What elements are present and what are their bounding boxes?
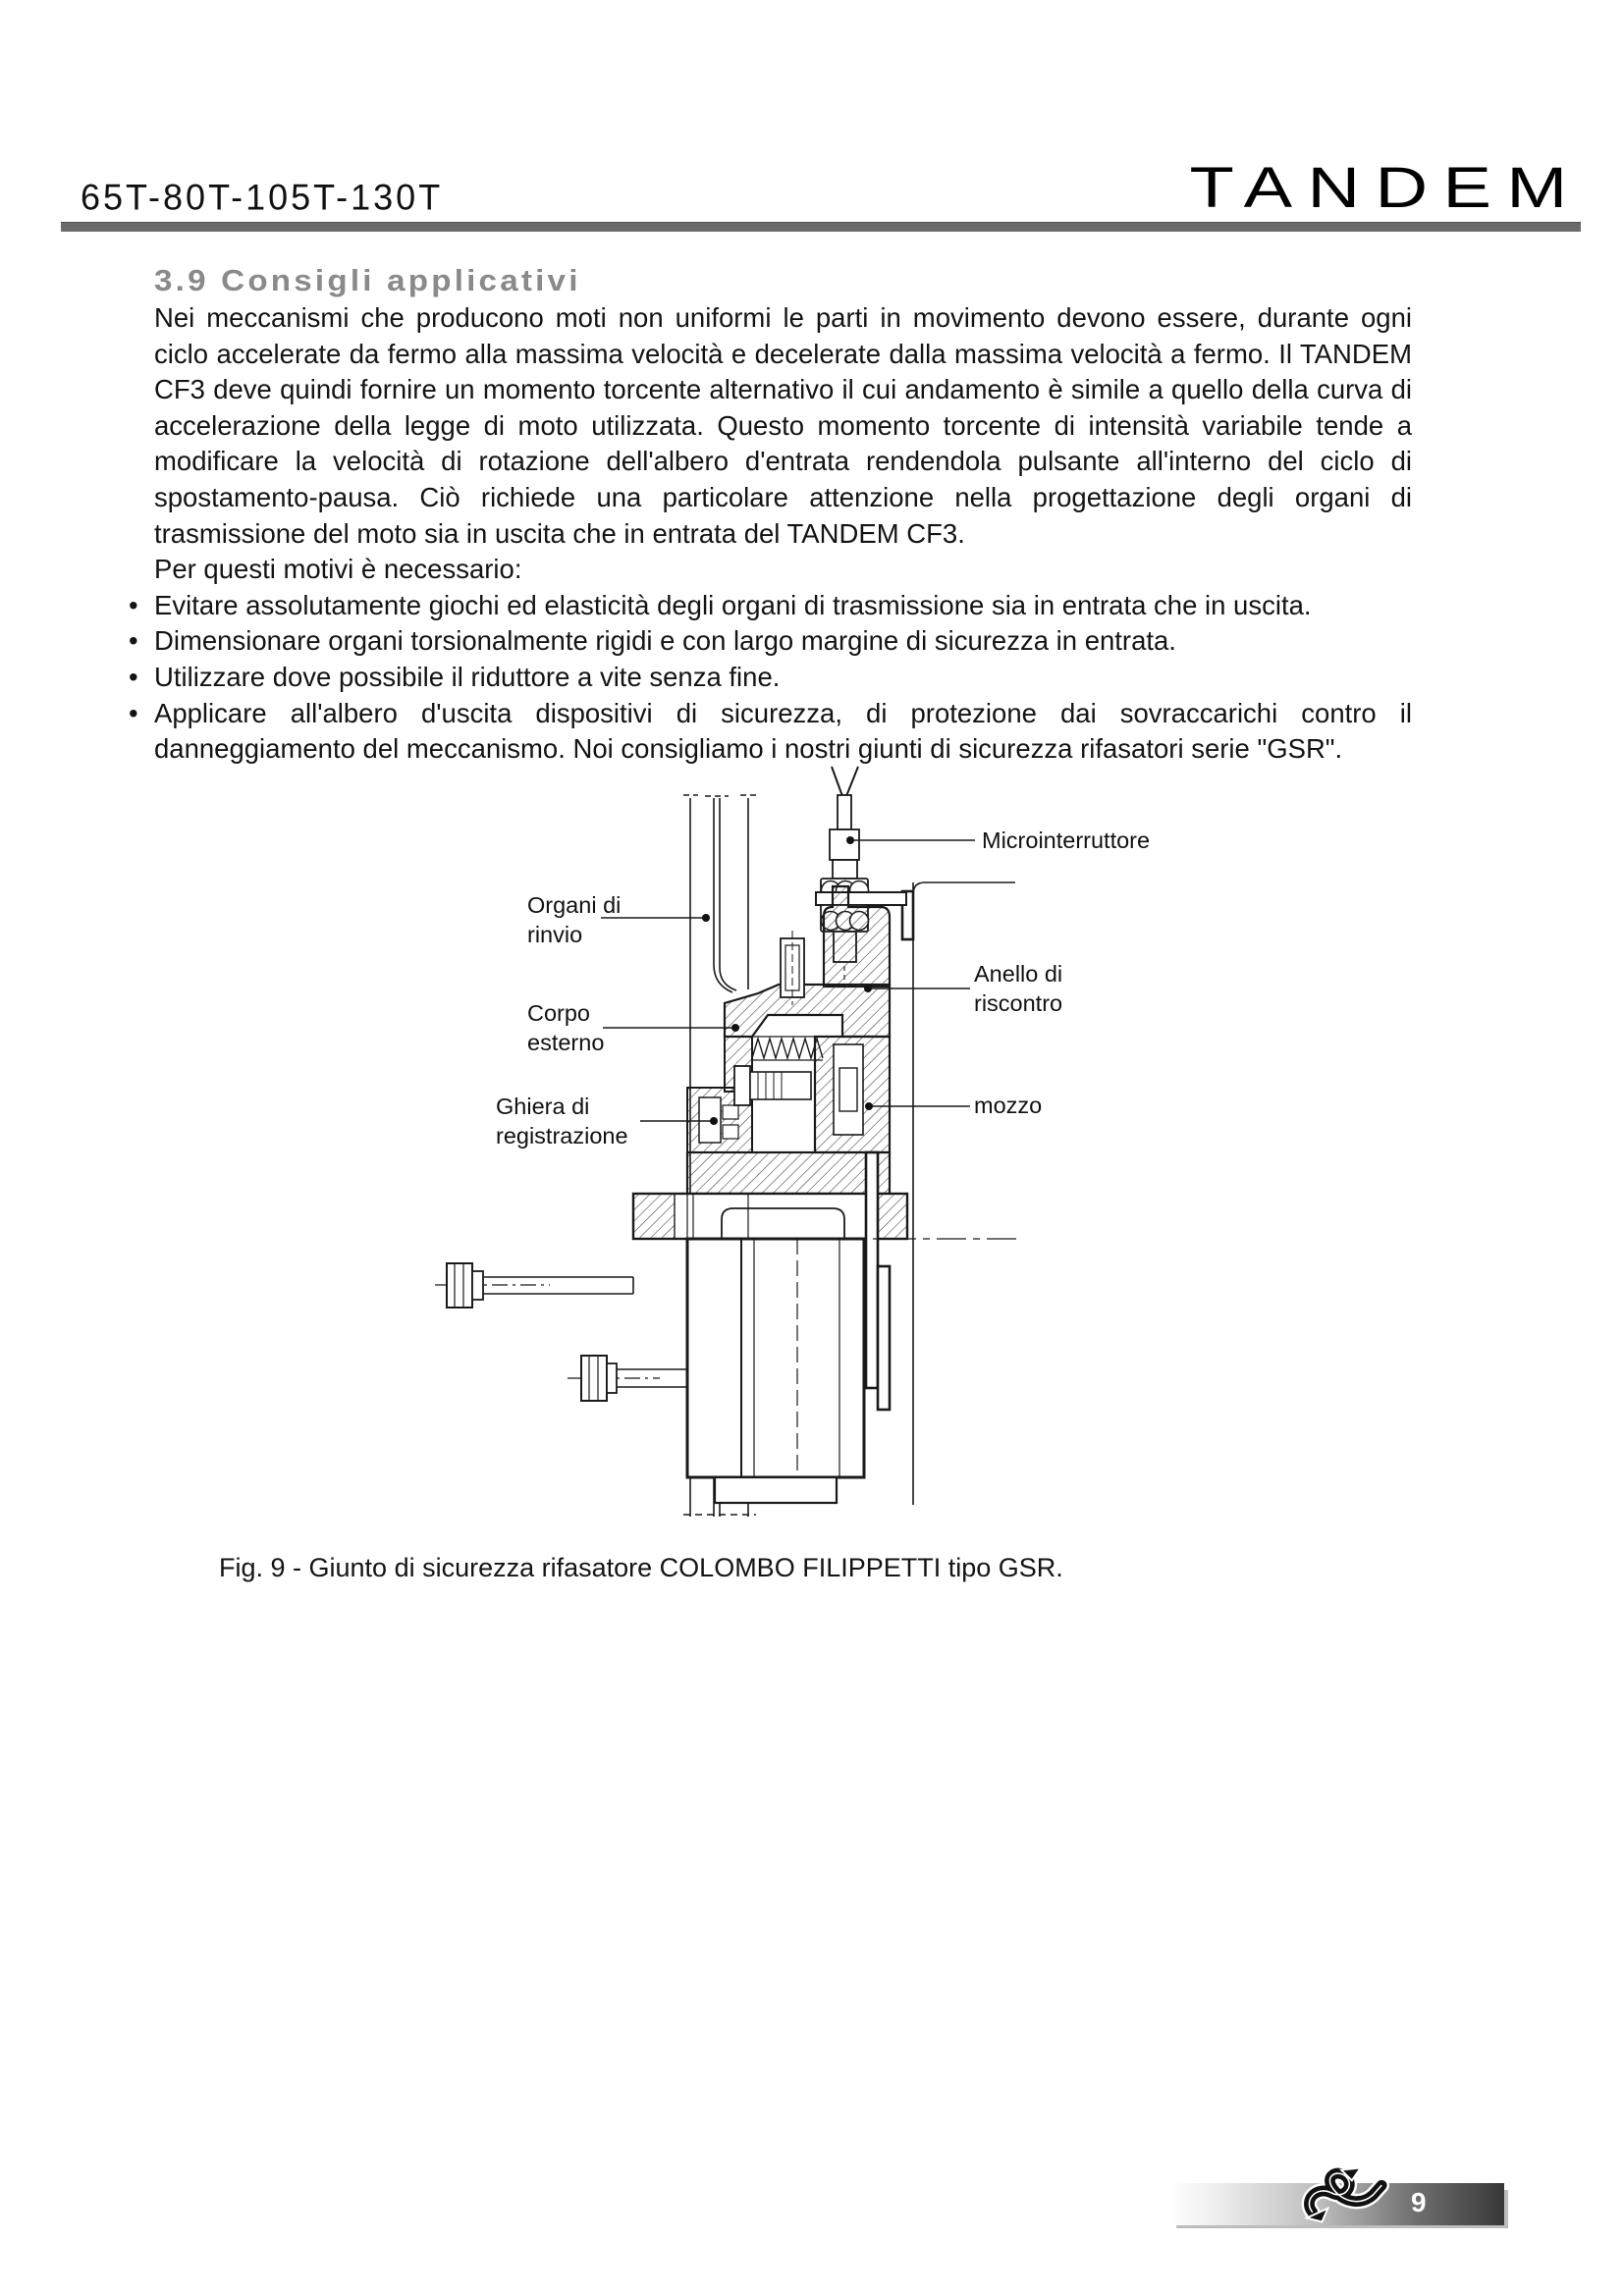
bullet-marker: •: [129, 661, 138, 692]
label-corpo-esterno: Corpo: [527, 1000, 591, 1026]
bullet-marker: •: [129, 697, 138, 728]
brand-logotype: TANDEM: [1189, 156, 1583, 220]
gsr-clutch-cross-section-figure: [422, 746, 1208, 1600]
label-anello-di-riscontro: riscontro: [974, 990, 1063, 1016]
bullet-text: Applicare all'albero d'uscita dispositivi di sicurezza, di protezione dai sovraccarichi contro il danneggiamento del meccanismo. Noi consigliamo i nostri giunti di sicurezza rifasatori serie "GSR".: [154, 697, 1412, 765]
bullet-marker: •: [129, 589, 138, 620]
page-number: 9: [1411, 2187, 1427, 2217]
header-rule: [61, 222, 1581, 232]
list-item: [129, 660, 1412, 696]
paragraph: Nei meccanismi che producono moti non uniformi le parti in movimento devono essere, durante ogni ciclo accelerate da fermo alla massima velocità e decelerate dalla massima velocità a fermo. Il TANDEM CF3 deve quindi fornire un momento torcente alternativo il cui andamento è simile a quello della curva di accelerazione della legge di moto utilizzata. Questo momento torcente di intensità variabile tende a modificare la velocità di rotazione dell'albero d'entrata rendendola pulsante all'interno del ciclo di spostamento-pausa. Ciò richiede una particolare attenzione nella progettazione degli organi di trasmissione del moto sia in uscita che in entrata del TANDEM CF3.: [154, 302, 1412, 549]
bullet-text: Evitare assolutamente giochi ed elasticità degli organi di trasmissione sia in entrata che in uscita.: [154, 589, 1312, 620]
label-corpo-esterno: esterno: [527, 1030, 605, 1055]
list-item: [129, 588, 1412, 624]
label-anello-di-riscontro: Anello di: [974, 961, 1063, 987]
bullet-marker: •: [129, 625, 138, 657]
body-text: [129, 300, 1412, 768]
paragraph-intro: Per questi motivi è necessario:: [154, 554, 522, 585]
label-mozzo: mozzo: [974, 1093, 1043, 1118]
bullet-text: Utilizzare dove possibile il riduttore a vite senza fine.: [154, 661, 781, 692]
header-model-range: 65T-80T-105T-130T: [81, 177, 444, 218]
bullet-text: Dimensionare organi torsionalmente rigidi e con largo margine di sicurezza in entrata.: [154, 625, 1176, 657]
mozzo-part: [815, 1037, 890, 1152]
list-item: [129, 623, 1412, 660]
bullet-list: [129, 588, 1412, 768]
figure-caption: Fig. 9 - Giunto di sicurezza rifasatore COLOMBO FILIPPETTI tipo GSR.: [219, 1553, 1063, 1582]
label-organi-di-rinvio: Organi di: [527, 892, 622, 918]
label-ghiera-di-registrazione: Ghiera di: [496, 1094, 590, 1119]
section-heading: 3.9 Consigli applicativi: [154, 263, 581, 297]
label-ghiera-di-registrazione: registrazione: [496, 1123, 628, 1148]
colombo-filippetti-knot-logo-icon: [1299, 2163, 1391, 2226]
label-organi-di-rinvio: rinvio: [527, 922, 583, 947]
label-microinterruttore: Microinterruttore: [982, 828, 1151, 853]
fixing-bolts: [435, 1263, 687, 1401]
